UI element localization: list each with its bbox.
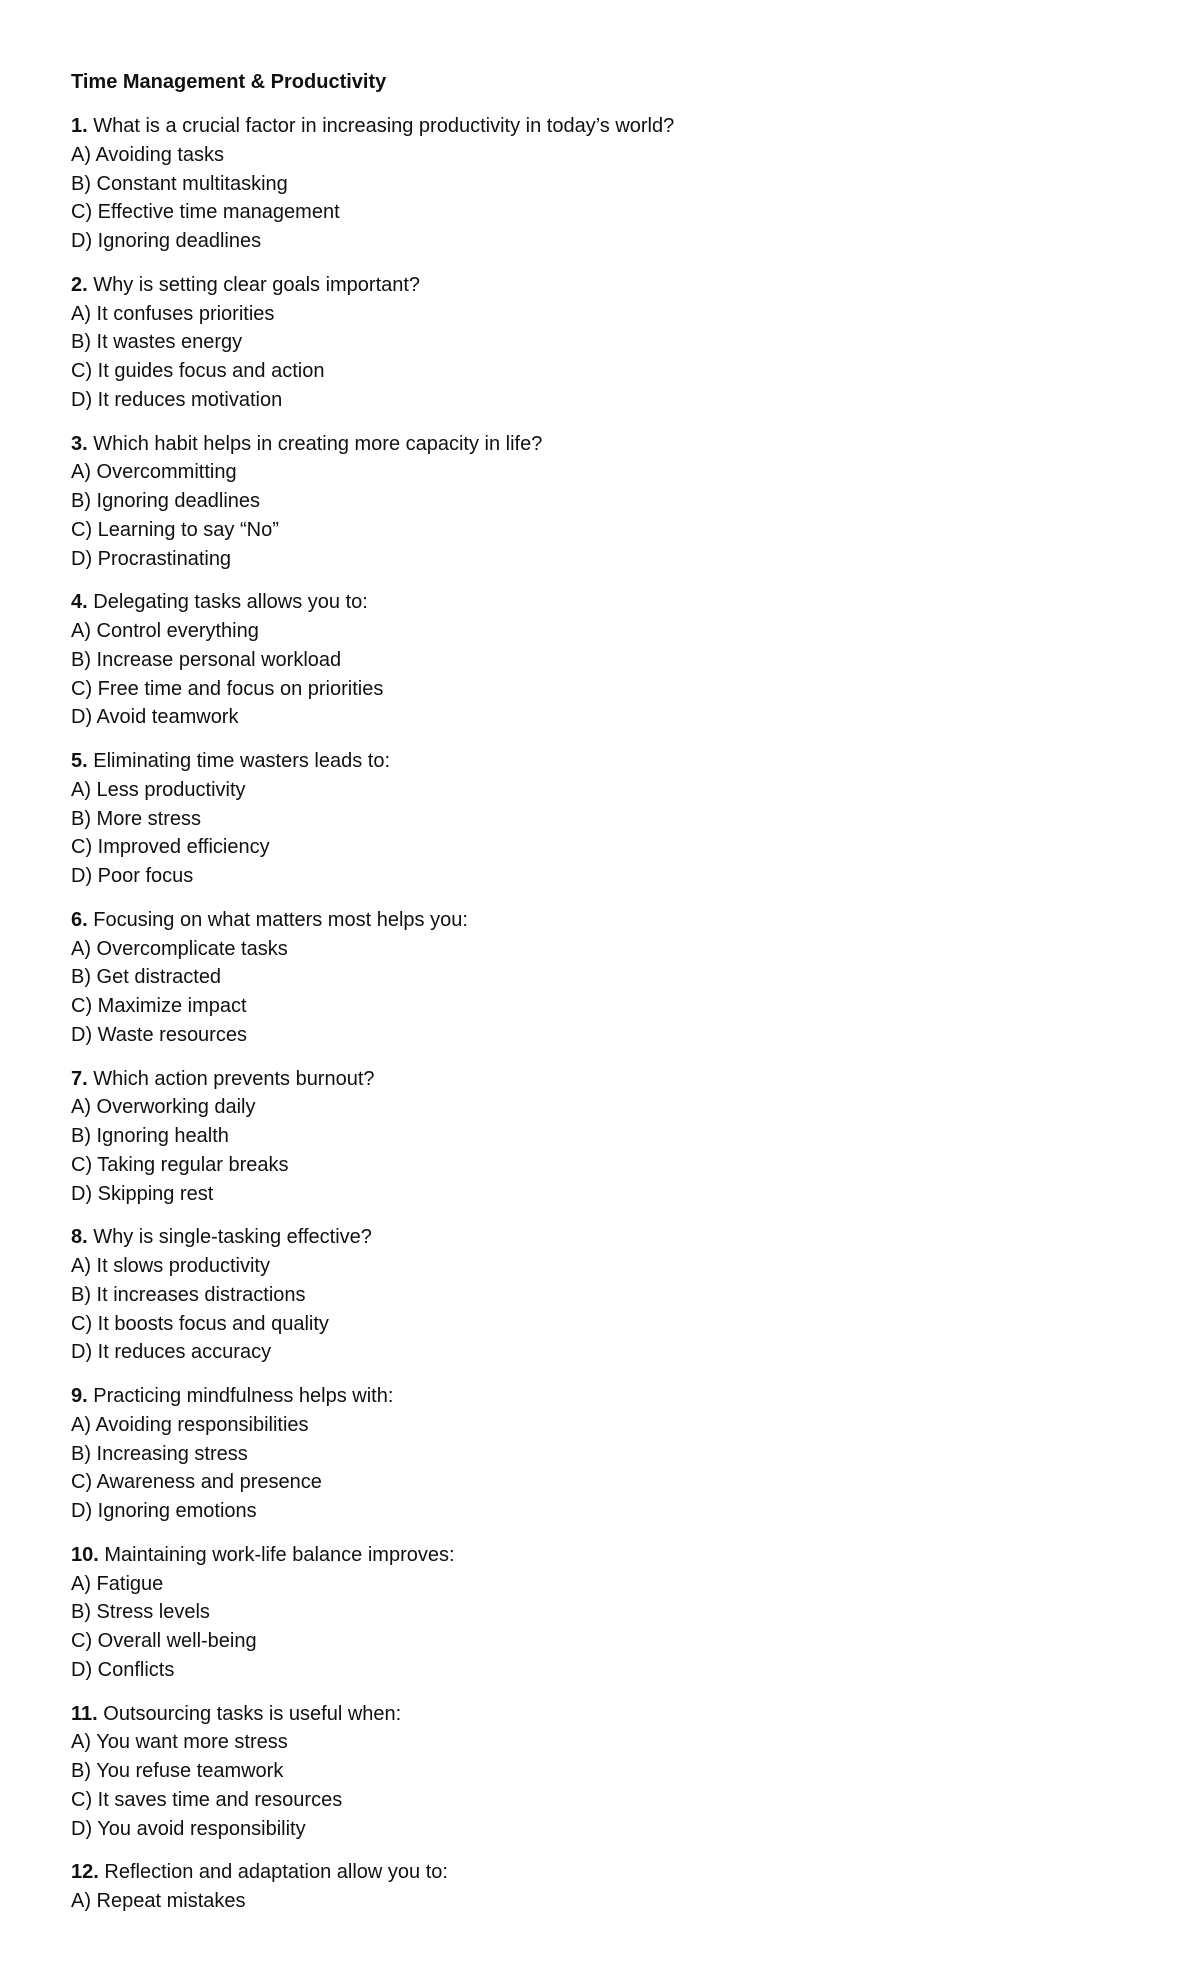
question-line bbox=[71, 906, 1131, 935]
question-number: 7. bbox=[71, 1067, 88, 1090]
question-line bbox=[71, 747, 1131, 776]
answer-option: B) Get distracted bbox=[71, 966, 222, 989]
answer-option: B) Ignoring health bbox=[71, 1125, 229, 1147]
answer-option: B) It wastes energy bbox=[71, 331, 243, 354]
question-block bbox=[71, 1382, 1131, 1526]
answer-option: A) Fatigue bbox=[71, 1572, 164, 1595]
document-title: Time Management & Productivity bbox=[71, 71, 387, 93]
answer-option: A) Avoiding tasks bbox=[71, 143, 225, 166]
answer-option: B) Constant multitasking bbox=[71, 172, 288, 195]
document-page bbox=[71, 68, 1131, 1931]
question-number: 3. bbox=[71, 432, 88, 455]
question-number: 11. bbox=[71, 1702, 98, 1725]
question-line bbox=[71, 1541, 1131, 1570]
question-text: Reflection and adaptation allow you to: bbox=[104, 1861, 448, 1884]
answer-option: D) Conflicts bbox=[71, 1658, 175, 1681]
answer-option: A) Less productivity bbox=[71, 778, 246, 801]
answer-option: D) Avoid teamwork bbox=[71, 706, 239, 729]
answer-option: B) Increase personal workload bbox=[71, 648, 342, 671]
question-line bbox=[71, 1065, 1131, 1094]
answer-option: D) Waste resources bbox=[71, 1023, 247, 1046]
answer-option: B) Increasing stress bbox=[71, 1442, 248, 1465]
question-number: 2. bbox=[71, 273, 88, 296]
answer-option: D) It reduces motivation bbox=[71, 388, 283, 411]
answer-option: D) Procrastinating bbox=[71, 547, 232, 570]
answer-option: C) It boosts focus and quality bbox=[71, 1312, 329, 1335]
answer-option: A) It confuses priorities bbox=[71, 302, 275, 325]
question-text: Outsourcing tasks is useful when: bbox=[103, 1702, 402, 1725]
question-text: Focusing on what matters most helps you: bbox=[93, 908, 468, 931]
answer-option: A) Repeat mistakes bbox=[71, 1890, 246, 1912]
answer-option: B) It increases distractions bbox=[71, 1283, 306, 1306]
answer-option: A) Overworking daily bbox=[71, 1096, 256, 1119]
question-block bbox=[71, 1700, 1131, 1844]
question-block bbox=[71, 1858, 1131, 1916]
question-number: 9. bbox=[71, 1385, 88, 1407]
question-text: Which action prevents burnout? bbox=[93, 1067, 375, 1090]
question-list bbox=[71, 112, 1131, 1916]
question-text: Eliminating time wasters leads to: bbox=[93, 750, 391, 772]
answer-option: A) Avoiding responsibilities bbox=[71, 1413, 309, 1436]
question-block bbox=[71, 1065, 1131, 1209]
question-block bbox=[71, 271, 1131, 415]
answer-option: A) Control everything bbox=[71, 620, 259, 642]
question-text: Which habit helps in creating more capacity in life? bbox=[93, 432, 543, 455]
question-block bbox=[71, 906, 1131, 1050]
question-block bbox=[71, 747, 1131, 891]
answer-option: C) Taking regular breaks bbox=[71, 1153, 289, 1176]
question-block bbox=[71, 430, 1131, 574]
answer-option: D) Ignoring emotions bbox=[71, 1500, 257, 1522]
question-number: 4. bbox=[71, 591, 88, 614]
answer-option: C) Awareness and presence bbox=[71, 1471, 322, 1494]
question-line bbox=[71, 1700, 1131, 1729]
question-line bbox=[71, 588, 1131, 617]
answer-option: D) Ignoring deadlines bbox=[71, 230, 262, 252]
question-number: 8. bbox=[71, 1226, 88, 1249]
question-text: Why is single-tasking effective? bbox=[93, 1226, 372, 1249]
question-text: Practicing mindfulness helps with: bbox=[93, 1385, 394, 1407]
question-block bbox=[71, 1541, 1131, 1685]
answer-option: C) It guides focus and action bbox=[71, 360, 325, 382]
answer-option: B) You refuse teamwork bbox=[71, 1760, 284, 1782]
answer-option: C) Overall well-being bbox=[71, 1630, 257, 1652]
question-block bbox=[71, 588, 1131, 732]
question-line bbox=[71, 1223, 1131, 1252]
question-number: 12. bbox=[71, 1861, 99, 1884]
answer-option: C) Effective time management bbox=[71, 201, 340, 224]
answer-option: D) Poor focus bbox=[71, 865, 194, 887]
answer-option: B) More stress bbox=[71, 807, 202, 830]
answer-option: B) Ignoring deadlines bbox=[71, 490, 261, 512]
question-line bbox=[71, 1382, 1131, 1411]
answer-option: C) It saves time and resources bbox=[71, 1788, 343, 1811]
question-text: What is a crucial factor in increasing productivity in today’s world? bbox=[93, 115, 675, 137]
question-number: 1. bbox=[71, 115, 88, 137]
question-text: Delegating tasks allows you to: bbox=[93, 591, 368, 614]
answer-option: A) You want more stress bbox=[71, 1731, 288, 1754]
question-line bbox=[71, 271, 1131, 300]
answer-option: C) Improved efficiency bbox=[71, 836, 270, 859]
answer-option: C) Learning to say “No” bbox=[71, 518, 279, 541]
answer-option: B) Stress levels bbox=[71, 1601, 210, 1624]
answer-option: A) It slows productivity bbox=[71, 1255, 270, 1277]
answer-option: C) Free time and focus on priorities bbox=[71, 677, 384, 700]
answer-option: D) It reduces accuracy bbox=[71, 1341, 272, 1364]
question-block bbox=[71, 1223, 1131, 1367]
question-number: 10. bbox=[71, 1543, 99, 1566]
question-text: Why is setting clear goals important? bbox=[93, 273, 421, 296]
answer-option: D) Skipping rest bbox=[71, 1182, 214, 1205]
question-block bbox=[71, 112, 1131, 256]
question-line bbox=[71, 112, 1131, 141]
question-number: 6. bbox=[71, 908, 88, 931]
question-text: Maintaining work-life balance improves: bbox=[104, 1543, 455, 1566]
answer-option: D) You avoid responsibility bbox=[71, 1817, 306, 1840]
question-line bbox=[71, 1858, 1131, 1887]
answer-option: A) Overcomplicate tasks bbox=[71, 937, 288, 960]
question-line bbox=[71, 430, 1131, 459]
question-number: 5. bbox=[71, 750, 88, 772]
answer-option: A) Overcommitting bbox=[71, 461, 237, 484]
answer-option: C) Maximize impact bbox=[71, 995, 247, 1017]
